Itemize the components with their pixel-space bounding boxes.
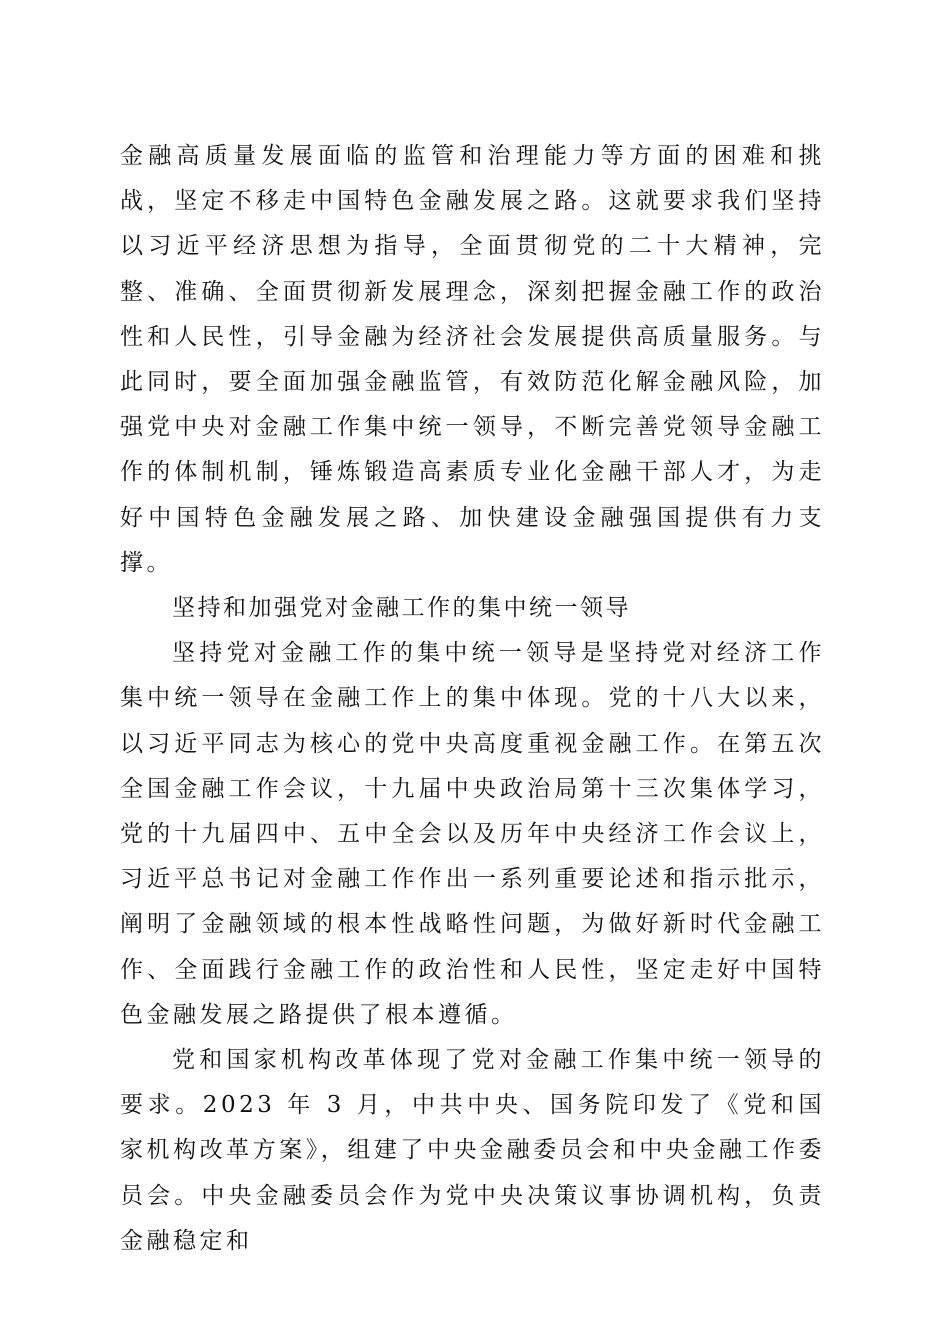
paragraph: 坚持党对金融工作的集中统一领导是坚持党对经济工作集中统一领导在金融工作上的集中体现。党的十八大以来，以习近平同志为核心的党中央高度重视金融工作。在第五次全国金融工作会议，十九届中央政治局第十三次集体学习，党的十九届四中、五中全会以及历年中央经济工作会议上，习近平总书记对金融工作作出一系列重要论述和指示批示，阐明了金融领域的根本性战略性问题，为做好新时代金融工作、全面践行金融工作的政治性和人民性，坚定走好中国特色金融发展之路提供了根本遵循。 <box>120 640 825 1028</box>
paragraph-continuation: 金融高质量发展面临的监管和治理能力等方面的困难和挑战，坚定不移走中国特色金融发展之路。这就要求我们坚持以习近平经济思想为指导，全面贯彻党的二十大精神，完整、准确、全面贯彻新发展理念，深刻把握金融工作的政治性和人民性，引导金融为经济社会发展提供高质量服务。与此同时，要全面加强金融监管，有效防范化解金融风险，加强党中央对金融工作集中统一领导，不断完善党领导金融工作的体制机制，锤炼锻造高素质专业化金融干部人才，为走好中国特色金融发展之路、加快建设金融强国提供有力支撑。 <box>120 143 825 576</box>
paragraph: 党和国家机构改革体现了党对金融工作集中统一领导的要求。2023 年 3 月，中共中央、国务院印发了《党和国家机构改革方案》，组建了中央金融委员会和中央金融工作委员会。中央金融委员会作为党中央决策议事协调机构，负责金融稳定和 <box>120 1047 825 1254</box>
document-body <box>120 134 825 1264</box>
section-heading: 坚持和加强党对金融工作的集中统一领导 <box>172 595 631 622</box>
